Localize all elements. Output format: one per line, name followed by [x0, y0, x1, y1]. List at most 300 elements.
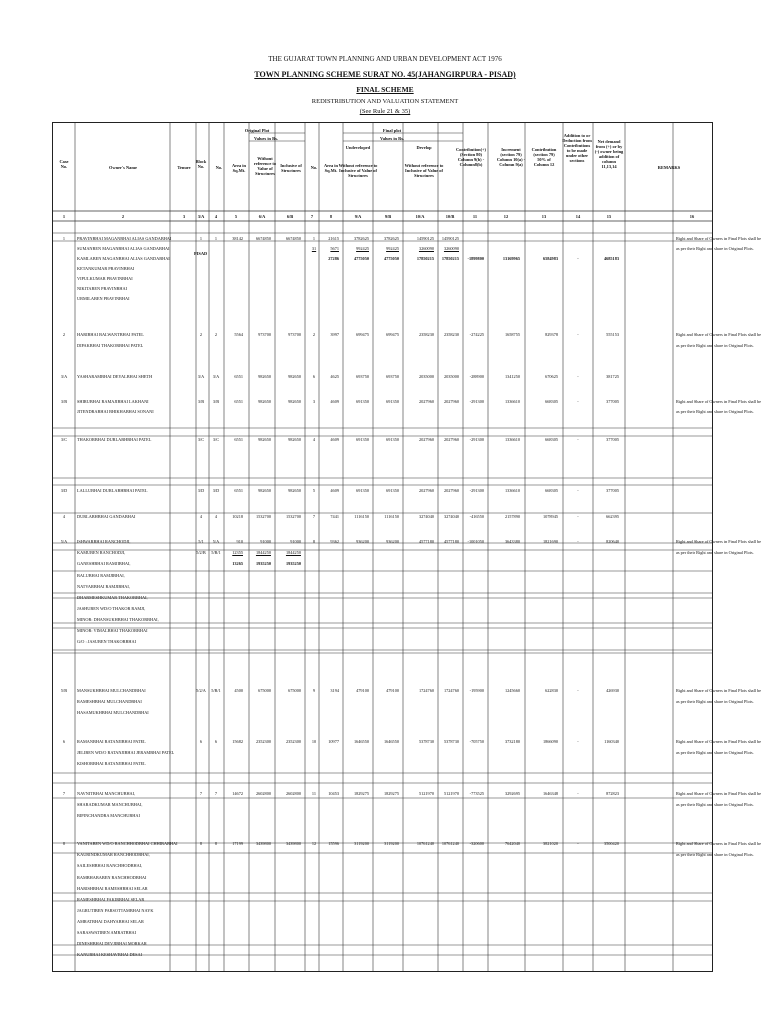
cell-c11: -1001050: [467, 539, 484, 544]
cell-v10a: 2027960: [418, 488, 434, 493]
act-title: THE GUJARAT TOWN PLANNING AND URBAN DEVELOPMENT ACT 1976: [268, 55, 502, 63]
valuation-table: [52, 122, 762, 972]
cell-area: 5564: [234, 332, 243, 337]
remark-text: Right and Share of Owners in Final Plots shall be: [676, 791, 762, 796]
cell-name: LALLUBHAI DURLABHBHAI PATEL: [77, 488, 148, 493]
cell-v10a: 2027960: [418, 399, 434, 404]
cell-v10a: 1724760: [418, 688, 434, 693]
cell-c12: 1658755: [504, 332, 520, 337]
remark-text: Right and Share of Owners in Final Plots shall be: [676, 841, 762, 846]
col-owner: Owner's Name: [109, 165, 137, 170]
cell-case: 8: [62, 841, 66, 846]
cell-block: 5/1: [198, 539, 204, 544]
cell-no: 7: [214, 791, 218, 796]
col-without-ref-10: Without reference to Inclusive of Value of Structures: [404, 163, 444, 178]
cell-name: RAMANBHAI RATANJIBHAI PATEL: [77, 739, 146, 744]
cell-name: DURLABHBHAI GANDABHAI: [77, 514, 136, 519]
cell-name: KAMUBEN RANCHODJI,: [77, 550, 126, 555]
cell-name: VIPULKUMAR PRAVINBHAI: [77, 276, 133, 281]
remark-text: as per their Right and share in Original Plots.: [676, 852, 754, 857]
cell-v6a: 6674850: [255, 236, 271, 241]
cell-name: HARIBHAI BALWANTBHAI PATEL: [77, 332, 144, 337]
cell-no: 2: [214, 332, 218, 337]
cell-area: 38142: [232, 236, 243, 241]
cell-v6b: 982650: [288, 399, 301, 404]
cell-v6a: 1844250: [255, 550, 271, 555]
cell-c13: 829378: [545, 332, 558, 337]
cell-fp: 4: [312, 437, 316, 442]
cell-name: KETANKUMAR PRAVINBHAI: [77, 266, 135, 271]
cell-v9a: 936200: [356, 539, 369, 544]
cell-case: 1: [62, 236, 66, 241]
cell-c14: -: [577, 399, 579, 404]
cell-fa: 4609: [330, 399, 339, 404]
col-area: Area in Sq.Mt.: [232, 163, 246, 173]
cell-fa: 27286: [328, 256, 339, 261]
cell-c15: 820640: [606, 539, 619, 544]
cell-name: KAURINDKUMAR RANCHHODBHAI,: [77, 852, 150, 857]
cell-fp: 6: [312, 374, 316, 379]
cell-c15: 377005: [606, 399, 619, 404]
cell-area: 6551: [234, 399, 243, 404]
cell-v6b: 1532700: [285, 514, 301, 519]
cell-name: HARISHBHAI RAMESHBHAI SELAR: [77, 886, 148, 891]
cell-c14: -: [577, 256, 579, 261]
cell-no: 1: [214, 236, 218, 241]
cell-block: 3/D: [197, 488, 205, 493]
cell-no: 3/A: [212, 374, 220, 379]
cell-no: 5/B/1: [211, 688, 221, 693]
cell-name: SUMANBEN MAGANBHAI ALIAS GANDABHAI: [77, 246, 170, 251]
cell-c12: 1336610: [504, 488, 520, 493]
cell-case: 2: [62, 332, 66, 337]
cell-v10a: 10761240: [416, 841, 434, 846]
cell-block: 7: [199, 791, 203, 796]
column-number: 8: [329, 214, 333, 219]
remark-text: as per their Right and share in Original Plots.: [676, 550, 754, 555]
cell-fp: 3: [312, 399, 316, 404]
cell-fa: 5671: [330, 246, 339, 251]
cell-case: 5/B: [60, 688, 68, 693]
cell-name: MANSUKHBHAI MULCHANDBHAI: [77, 688, 146, 693]
cell-block: 4: [199, 514, 203, 519]
cell-block: 3/C: [197, 437, 205, 442]
cell-v10b: 2027960: [443, 399, 459, 404]
col-no: No.: [215, 165, 223, 170]
cell-name: NAVNITBHAI MANCHUBHAI,: [77, 791, 136, 796]
cell-name: KANUBHAI KESHAVBHAI DESAI: [77, 952, 143, 957]
cell-area: 12355: [232, 550, 243, 555]
cell-name: JASHUBEN WD/O THAKOR RAMJI,: [77, 606, 146, 611]
remark-text: as per their Right and share in Original Plots.: [676, 802, 754, 807]
cell-area: 4500: [234, 688, 243, 693]
cell-v10b: 2358230: [443, 332, 459, 337]
cell-fp: 5: [312, 488, 316, 493]
column-number: 6/A: [258, 214, 266, 219]
cell-c11: -195900: [469, 688, 484, 693]
cell-fp: 8: [312, 539, 316, 544]
cell-v9b: 699475: [386, 332, 399, 337]
cell-name: RAMESHBHAI FAKIRBHAI SELAR: [77, 897, 145, 902]
cell-area: 14672: [232, 791, 243, 796]
remark-text: Right and Share of Owners in Final Plots shall be: [676, 332, 762, 337]
cell-fa: 10977: [328, 739, 339, 744]
cell-case: 7: [62, 791, 66, 796]
cell-c15: 4685183: [603, 256, 619, 261]
cell-v6b: 973700: [288, 332, 301, 337]
cell-no: 4: [214, 514, 218, 519]
cell-case: 3/C: [60, 437, 68, 442]
cell-c15: 872823: [606, 791, 619, 796]
remark-text: as per their Right and share in Original Plots.: [676, 343, 754, 348]
cell-name: DINESHBHAI DEVJIBHAI MORKAR: [77, 941, 147, 946]
cell-c12: 2157890: [504, 514, 520, 519]
col-contribution: Contribution(+) (Section 80) Column 9(b) - Column8(b): [455, 147, 487, 167]
cell-no: 5/A: [212, 539, 220, 544]
cell-name: ISHWARBHAI RANCHODJI,: [77, 539, 131, 544]
cell-v9b: 691350: [386, 437, 399, 442]
cell-fp: 1: [312, 236, 316, 241]
cell-v10b: 14590125: [441, 236, 459, 241]
cell-name: YASHARAMBHAI DEYALBHAI SHETH: [77, 374, 153, 379]
cell-no: 3/C: [212, 437, 220, 442]
cell-c11: -288900: [469, 374, 484, 379]
cell-v6b: 3439800: [285, 841, 301, 846]
cell-v9a: 691350: [356, 437, 369, 442]
cell-v6a: 1935250: [255, 561, 271, 566]
cell-v9b: 1116150: [384, 514, 399, 519]
cell-name: JITENDRABHAI BHIKHABHAI SONANI: [77, 409, 154, 414]
cell-v9a: 3782625: [353, 236, 369, 241]
column-number: 15: [606, 214, 612, 219]
cell-fp: 10: [311, 739, 317, 744]
cell-v10b: 2027960: [443, 437, 459, 442]
cell-case: 3/B: [60, 399, 68, 404]
cell-v9a: 3119200: [354, 841, 369, 846]
cell-name: AMRATBHAI DAHYABHAI SELAR: [77, 919, 144, 924]
column-number: 16: [689, 214, 695, 219]
cell-block: 8: [199, 841, 203, 846]
cell-v6b: 982650: [288, 374, 301, 379]
cell-name: DIPAKBHAI THAKORBHAI PATEL: [77, 343, 144, 348]
cell-v9b: 992425: [386, 246, 399, 251]
cell-area: 17199: [232, 841, 243, 846]
scheme-title: TOWN PLANNING SCHEME SURAT NO. 45(JAHANGIRPURA - PISAD): [254, 70, 516, 79]
cell-v10b: 10761240: [441, 841, 459, 846]
cell-fp: 12: [311, 841, 317, 846]
cell-block: 5/2/A: [196, 688, 206, 693]
cell-c11: -320600: [469, 841, 484, 846]
cell-c14: -: [577, 437, 579, 442]
cell-block: 3/A: [197, 374, 205, 379]
rule-reference: (See Rule 21 & 35): [359, 108, 411, 115]
cell-name: JAGRUTIBEN PARSOTTAMBHAI NAYK: [77, 908, 154, 913]
cell-fp: 31: [311, 246, 317, 251]
cell-c13: 622830: [545, 688, 558, 693]
cell-v9b: 691350: [386, 399, 399, 404]
cell-v10a: 2035000: [418, 374, 434, 379]
cell-c12: 7642040: [504, 841, 520, 846]
cell-c12: 3643380: [504, 539, 520, 544]
col-original-plot: Original Plot: [244, 128, 270, 133]
cell-c13: 668305: [545, 488, 558, 493]
cell-area: 15682: [232, 739, 243, 744]
cell-v9a: 699475: [356, 332, 369, 337]
cell-fa: 10453: [328, 791, 339, 796]
remark-text: Right and Share of Owners in Final Plots shall be: [676, 539, 762, 544]
cell-name: NATVARBHAI RAMJIBHAI,: [77, 584, 130, 589]
cell-c11: -773525: [469, 791, 484, 796]
cell-name: BALUBHAI RAMJIBHAI,: [77, 573, 125, 578]
cell-name: URMILABEN PRAVINBHAI: [77, 296, 130, 301]
cell-v6b: 91000: [290, 539, 301, 544]
col-tenure: Tenure: [177, 165, 191, 170]
cell-v6a: 1532700: [255, 514, 271, 519]
cell-fa: 4609: [330, 437, 339, 442]
cell-c14: -: [577, 332, 579, 337]
cell-c13: 668305: [545, 399, 558, 404]
cell-v10b: 2035000: [443, 374, 459, 379]
column-number: 9/B: [384, 214, 392, 219]
cell-c11: -416550: [469, 514, 484, 519]
cell-v6b: 982650: [288, 437, 301, 442]
cell-no: 3/B: [212, 399, 220, 404]
cell-v6a: 982650: [258, 437, 271, 442]
cell-c15: 426930: [606, 688, 619, 693]
cell-area: 910: [236, 539, 243, 544]
cell-v6b: 982650: [288, 488, 301, 493]
remark-text: Right and Share of Owners in Final Plots shall be: [676, 739, 762, 744]
cell-case: 6: [62, 739, 66, 744]
cell-v9b: 1829275: [383, 791, 399, 796]
remark-text: Right and Share of Owners in Final Plots shall be: [676, 236, 762, 241]
cell-fa: 21615: [328, 236, 339, 241]
column-number: 14: [575, 214, 581, 219]
cell-name: PRAVINBHAI MAGANBHAI ALIAS GANDABHAI: [77, 236, 172, 241]
cell-v6a: 3439800: [255, 841, 271, 846]
col-fp-no: No.: [310, 165, 318, 170]
cell-c13: 670625: [545, 374, 558, 379]
cell-v6b: 675000: [288, 688, 301, 693]
col-fp-area: Area in Sq.Mt.: [324, 163, 338, 173]
cell-v9a: 691350: [356, 399, 369, 404]
column-number: 5: [234, 214, 238, 219]
cell-area: 6551: [234, 374, 243, 379]
col-net-demand: Net demand from (+) or by (-) owner being addition of column 11,13,14: [594, 139, 624, 169]
remark-text: as per their Right and share in Original Plots.: [676, 246, 754, 251]
cell-c12: 1336610: [504, 437, 520, 442]
cell-name: THAKORBHAI DURLABHBHAI PATEL: [77, 437, 152, 442]
cell-v10b: 2027960: [443, 488, 459, 493]
cell-c12: 3732180: [504, 739, 520, 744]
cell-name: DHARMESHKUMAR THAKORBHAI,: [77, 595, 148, 600]
column-number: 7: [310, 214, 314, 219]
col-without-ref-9: Without reference to Inclusive of Value of Structures: [338, 163, 378, 178]
cell-c14: -: [577, 739, 579, 744]
col-final-plot: Final plot: [382, 128, 402, 133]
cell-name: VANITABEN WD/O RANCHHODBHAI CHHIBABHAI: [77, 841, 178, 846]
remark-text: Right and Share of Owners in Final Plots shall be: [676, 688, 762, 693]
cell-c12: 1245660: [504, 688, 520, 693]
col-fp-values-rs: Values in Rs.: [379, 136, 405, 141]
cell-v6a: 675000: [258, 688, 271, 693]
cell-v10a: 5121970: [418, 791, 434, 796]
remark-text: as per their Right and share in Original Plots.: [676, 750, 754, 755]
cell-name: G/O : JASUBEN THAKORBHAI: [77, 639, 137, 644]
cell-c11: -291300: [469, 437, 484, 442]
cell-c11: -705750: [469, 739, 484, 744]
cell-v10b: 4577180: [443, 539, 459, 544]
col-addition: Addition to or Deduction from Contributions to be made under other sections: [562, 133, 592, 163]
cell-fa: 9362: [330, 539, 339, 544]
cell-v9a: 693750: [356, 374, 369, 379]
cell-c11: -1899800: [467, 256, 484, 261]
cell-fa: 4609: [330, 488, 339, 493]
cell-block: 2: [199, 332, 203, 337]
cell-name: MINOR: DHANSUKHBHAI THAKORBHAI,: [77, 617, 159, 622]
cell-c15: 3500420: [603, 841, 619, 846]
cell-fp: 9: [312, 688, 316, 693]
cell-fa: 15596: [328, 841, 339, 846]
cell-c12: 13169965: [502, 256, 520, 261]
remark-text: as per their Right and share in Original Plots.: [676, 409, 754, 414]
cell-v9b: 479100: [386, 688, 399, 693]
col-remarks: REMARKS: [657, 165, 681, 170]
cell-no: 6: [214, 739, 218, 744]
cell-v10a: 3274040: [418, 514, 434, 519]
cell-v9b: 1646550: [383, 739, 399, 744]
remark-text: Right and Share of Owners in Final Plots shall be: [676, 399, 762, 404]
cell-v10a: 2358230: [418, 332, 434, 337]
cell-v10b: 5378730: [443, 739, 459, 744]
cell-c15: 377005: [606, 488, 619, 493]
cell-v6a: 973700: [258, 332, 271, 337]
cell-v6b: 1935250: [285, 561, 301, 566]
block-label: PISAD: [194, 251, 208, 256]
cell-name: SAILESHBHAI RANCHHODBHAI,: [77, 863, 143, 868]
cell-name: JELIBEN WD/O RATANJIBHAI JERAMBHAI PATEL: [77, 750, 175, 755]
col-without-ref: Without reference to Value of Structures: [253, 156, 277, 176]
cell-v10b: 3260090: [443, 246, 459, 251]
col-undeveloped: Undeveloped: [345, 145, 371, 150]
cell-v9b: 3782625: [383, 236, 399, 241]
cell-fp: 11: [311, 791, 317, 796]
cell-v10b: 17850215: [441, 256, 459, 261]
cell-c14: -: [577, 374, 579, 379]
cell-no: 3/D: [212, 488, 220, 493]
column-number: 1: [62, 214, 66, 219]
cell-v6a: 91000: [260, 539, 271, 544]
cell-v9b: 691350: [386, 488, 399, 493]
cell-name: SHIRUBHAI RAMAJIBHAI LAKHANI: [77, 399, 149, 404]
cell-no: 8: [214, 841, 218, 846]
final-scheme-title: FINAL SCHEME: [356, 85, 414, 94]
cell-c15: 377005: [606, 437, 619, 442]
remark-text: as per their Right and share in Original Plots.: [676, 699, 754, 704]
cell-c15: 381725: [606, 374, 619, 379]
column-number: 3: [182, 214, 186, 219]
cell-name: RAMBHABABEN RANCHHODBHAI: [77, 875, 147, 880]
cell-name: GANESHBHAI RAMJIBHAI,: [77, 561, 131, 566]
cell-c11: -291300: [469, 399, 484, 404]
cell-name: MINOR: VIMALBHAI THAKORBHAI: [77, 628, 148, 633]
cell-fa: 4625: [330, 374, 339, 379]
cell-v6b: 6674850: [285, 236, 301, 241]
cell-v9a: 1829275: [353, 791, 369, 796]
cell-c15: 1160340: [604, 739, 619, 744]
col-block-no: Block No.: [195, 159, 207, 169]
column-number: 12: [503, 214, 509, 219]
cell-fa: 3997: [330, 332, 339, 337]
column-number: 10/A: [415, 214, 425, 219]
cell-name: RAMESHBHAI MULCHANDBHAI: [77, 699, 142, 704]
column-number: 13: [541, 214, 547, 219]
cell-c13: 1646348: [542, 791, 558, 796]
cell-v10a: 2027960: [418, 437, 434, 442]
statement-title: REDISTRIBUTION AND VALUATION STATEMENT: [311, 98, 459, 105]
cell-v6a: 2352300: [255, 739, 271, 744]
cell-c12: 1341250: [504, 374, 520, 379]
cell-case: 5/A: [60, 539, 68, 544]
cell-c14: -: [577, 514, 579, 519]
column-number: 6/B: [286, 214, 294, 219]
cell-v10b: 5121970: [443, 791, 459, 796]
cell-c13: 6584983: [542, 256, 558, 261]
cell-v9a: 691350: [356, 488, 369, 493]
cell-c15: 555153: [606, 332, 619, 337]
cell-v9a: 1116150: [354, 514, 369, 519]
cell-case: 3/A: [60, 374, 68, 379]
cell-fp: 2: [312, 332, 316, 337]
col-increment: Increment (section 79) Column 10(a) - Column 9(a): [496, 147, 526, 167]
column-number: 10/B: [445, 214, 455, 219]
cell-v9b: 3119200: [384, 841, 399, 846]
cell-c14: -: [577, 791, 579, 796]
column-number: 3/A: [197, 214, 205, 219]
cell-c11: -291300: [469, 488, 484, 493]
cell-fp: 7: [312, 514, 316, 519]
cell-v10a: 3260090: [418, 246, 434, 251]
col-develop: Develop: [416, 145, 432, 150]
cell-c12: 1336610: [504, 399, 520, 404]
cell-area: 6551: [234, 488, 243, 493]
cell-name: HASAMUKHBHAI MULCHANDBHAI: [77, 710, 149, 715]
cell-fa: 3194: [330, 688, 339, 693]
cell-case: 4: [62, 514, 66, 519]
cell-v9a: 479100: [356, 688, 369, 693]
cell-block: 6: [199, 739, 203, 744]
cell-name: KAMLABEN MAGANBHAI ALIAS GANDABHAI: [77, 256, 170, 261]
cell-case: 3/D: [60, 488, 68, 493]
cell-v6b: 2602800: [285, 791, 301, 796]
cell-c13: 1866090: [542, 739, 558, 744]
cell-area: 10218: [232, 514, 243, 519]
column-number: 9/A: [354, 214, 362, 219]
cell-name: BIPINCHANDRA MANCHUBHAI: [77, 813, 140, 818]
cell-c11: -274225: [469, 332, 484, 337]
cell-c12: 3292695: [504, 791, 520, 796]
cell-v9b: 936200: [386, 539, 399, 544]
col-values-rs: Values in Rs.: [253, 136, 279, 141]
cell-block: 3/B: [197, 399, 205, 404]
cell-v9b: 4775050: [383, 256, 399, 261]
cell-c13: 668305: [545, 437, 558, 442]
cell-c15: 662395: [606, 514, 619, 519]
col-contribution-50: Contribution (section 79) 50% of Column 12: [531, 147, 557, 167]
cell-v10a: 14590125: [416, 236, 434, 241]
cell-v6b: 1844250: [285, 550, 301, 555]
cell-name: NIKITABEN PRAVINBHAI: [77, 286, 128, 291]
